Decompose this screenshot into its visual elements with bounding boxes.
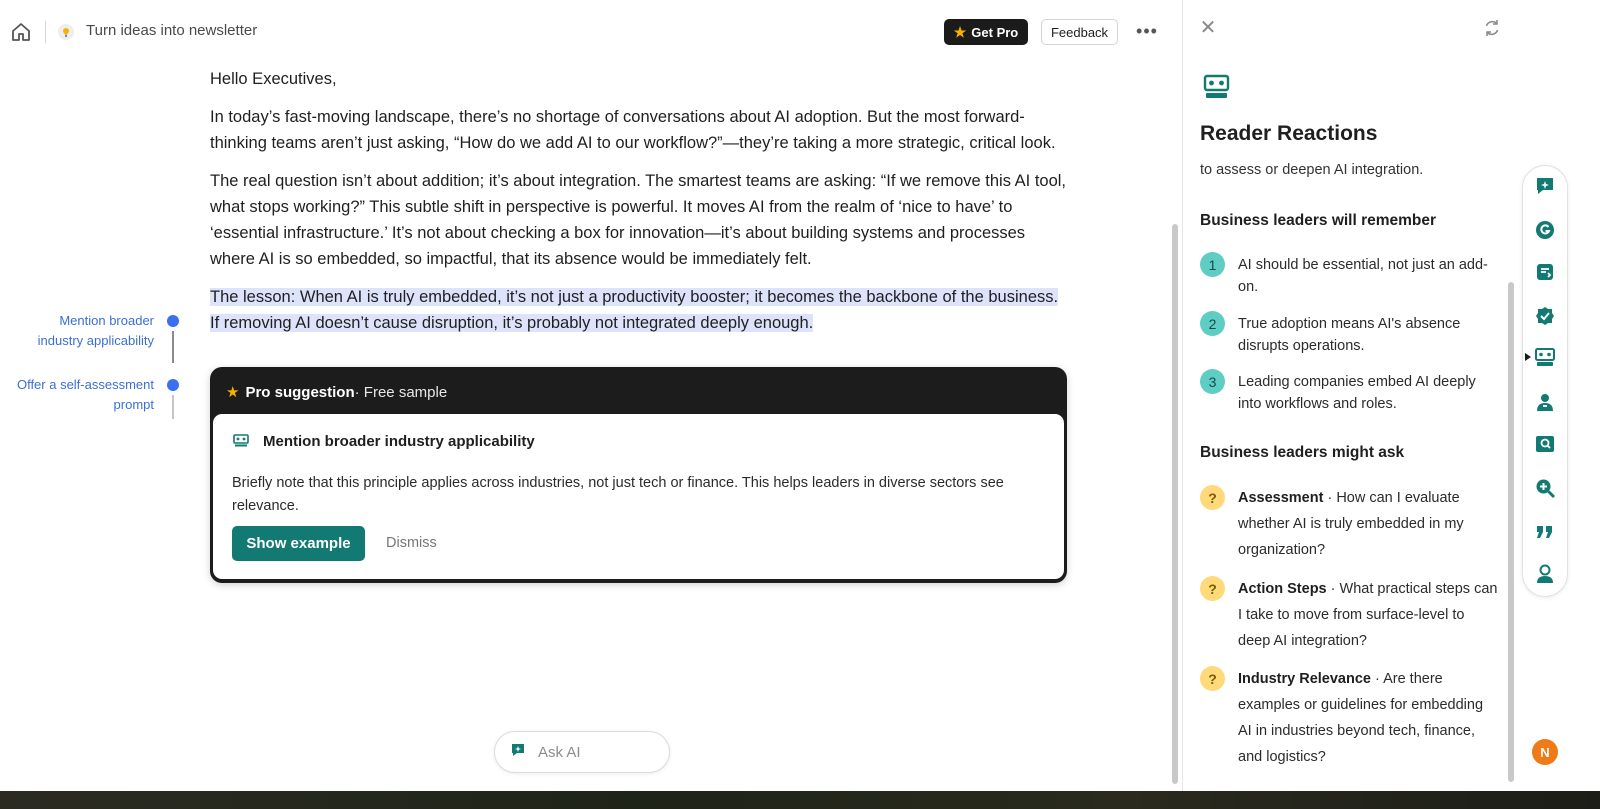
lightbulb-icon <box>57 23 75 41</box>
remember-text: AI should be essential, not just an add-on. <box>1238 257 1488 295</box>
dismiss-button[interactable]: Dismiss <box>386 535 437 551</box>
book-search-icon[interactable] <box>1534 433 1556 455</box>
question-text <box>1238 666 1498 770</box>
greeting-paragraph[interactable]: Hello Executives, <box>210 70 337 88</box>
question-body: · How can I evaluate whether AI is truly embedded in my organization? <box>1238 490 1464 558</box>
ai-chat-icon[interactable] <box>1534 175 1556 197</box>
ask-heading: Business leaders might ask <box>1200 444 1405 461</box>
get-pro-label: Get Pro <box>971 24 1019 40</box>
question-label: Assessment <box>1238 490 1324 506</box>
paragraph-2[interactable]: The real question isn’t about addition; it’s about integration. The smartest teams are asking: “If we remove this AI tool, what stops working?” This subtle shift in perspective is powerful. It moves AI from the realm of ‘nice to have’ to ‘essential infrastructure.’ It’s not about checking a box for innovation—it’s about building systems and processes where AI is so embedded, so impactful, that its absence would be immediately felt. <box>210 172 1067 268</box>
ask-ai-input[interactable] <box>494 731 670 773</box>
paragraph-3-highlighted[interactable] <box>210 284 1070 336</box>
ask-ai-icon <box>510 742 526 762</box>
ask-ai-placeholder: Ask AI <box>538 743 581 761</box>
paraphrase-icon[interactable] <box>1534 261 1556 283</box>
grammarly-icon[interactable] <box>1534 219 1556 241</box>
pro-suggestion-title: Pro suggestion <box>245 383 355 401</box>
question-badge: ? <box>1200 485 1225 510</box>
suggestion-text: Briefly note that this principle applies across industries, not just tech or finance. This helps leaders in diverse sectors see relevance. <box>232 475 1004 514</box>
show-example-button[interactable]: Show example <box>232 526 365 561</box>
star-icon: ★ <box>226 384 240 401</box>
margin-note-self-assessment[interactable]: Offer a self-assessment prompt <box>16 377 154 412</box>
question-label: Action Steps <box>1238 581 1327 597</box>
more-options-icon[interactable]: ••• <box>1136 21 1158 41</box>
margin-note-industry-applicability[interactable]: Mention broader industry applicability <box>37 313 154 348</box>
suggestion-body <box>213 414 1064 579</box>
question-badge: ? <box>1200 666 1225 691</box>
person-icon[interactable] <box>1534 391 1556 413</box>
suggestion-title: Mention broader industry applicability <box>263 433 535 450</box>
refresh-icon[interactable] <box>1482 18 1502 38</box>
remember-heading: Business leaders will remember <box>1200 212 1437 229</box>
question-body: · What practical steps can I take to move from surface-level to deep AI integration? <box>1238 581 1498 649</box>
close-icon[interactable]: ✕ <box>1199 17 1217 39</box>
quote-icon[interactable] <box>1534 521 1556 543</box>
highlighted-text[interactable]: The lesson: When AI is truly embedded, it’s not just a productivity booster; it becomes the backbone of the business. If removing AI doesn’t cause disruption, it’s probably not integrated deeply enough. <box>210 288 1059 332</box>
pro-suggestion-card <box>210 367 1067 583</box>
avatar[interactable]: N <box>1532 739 1558 765</box>
panel-intro-text: to assess or deepen AI integration. <box>1200 162 1424 178</box>
remember-text: True adoption means AI's absence disrupts operations. <box>1238 316 1461 354</box>
panel-scrollbar[interactable] <box>1508 282 1514 782</box>
margin-note-line <box>172 331 174 363</box>
feedback-button[interactable]: Feedback <box>1041 19 1118 45</box>
user-profile-icon[interactable] <box>1534 563 1556 585</box>
paragraph-1[interactable]: In today’s fast-moving landscape, there’s no shortage of conversations about AI adoption. But the most forward-thinking teams aren’t just asking, “How do we add AI to our workflow?”—they’re taking a more strategic, critical look. <box>210 108 1056 152</box>
margin-note-dot[interactable] <box>167 379 179 391</box>
pro-suggestion-header <box>213 370 1064 414</box>
star-icon: ★ <box>953 23 967 40</box>
pro-suggestion-subtitle: · Free sample <box>354 383 448 401</box>
divider <box>45 21 46 43</box>
home-icon[interactable] <box>10 21 32 43</box>
checkmark-shield-icon[interactable] <box>1534 305 1556 327</box>
panel-title: Reader Reactions <box>1200 122 1378 145</box>
active-indicator <box>1525 353 1531 361</box>
margin-note-line <box>172 395 174 419</box>
number-badge: 2 <box>1200 311 1225 336</box>
document-title[interactable]: Turn ideas into newsletter <box>86 22 258 39</box>
question-badge: ? <box>1200 576 1225 601</box>
background-strip <box>0 791 1600 809</box>
get-pro-button[interactable] <box>944 19 1028 45</box>
audience-icon <box>1203 74 1230 101</box>
number-badge: 1 <box>1200 252 1225 277</box>
editor-scrollbar[interactable] <box>1172 224 1178 784</box>
question-label: Industry Relevance <box>1238 671 1371 687</box>
margin-note-dot[interactable] <box>167 315 179 327</box>
reader-reactions-icon[interactable] <box>1534 347 1556 369</box>
question-text <box>1238 576 1498 654</box>
editor-content[interactable] <box>210 66 1070 348</box>
question-body: · Are there examples or guidelines for embedding AI in industries beyond tech, finance, and logistics? <box>1238 671 1484 765</box>
audience-icon <box>233 434 249 448</box>
number-badge: 3 <box>1200 369 1225 394</box>
remember-text: Leading companies embed AI deeply into workflows and roles. <box>1238 374 1476 412</box>
top-bar <box>0 0 1182 62</box>
zoom-in-icon[interactable] <box>1534 477 1556 499</box>
question-text <box>1238 485 1498 563</box>
